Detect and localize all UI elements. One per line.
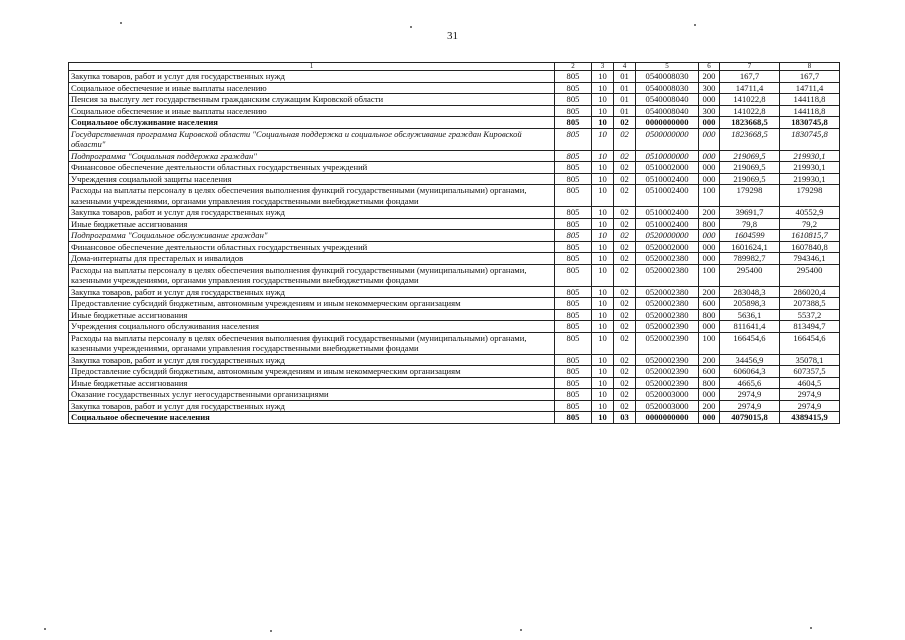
row-section: 10	[592, 82, 614, 94]
row-amount-year1: 219069,5	[720, 150, 780, 162]
row-grbs: 805	[555, 218, 592, 230]
row-name: Иные бюджетные ассигнования	[69, 309, 555, 321]
table-row	[69, 253, 840, 265]
row-amount-year1: 295400	[720, 264, 780, 286]
row-expense-type: 100	[699, 264, 720, 286]
row-amount-year2: 794346,1	[780, 253, 840, 265]
row-amount-year1: 1823668,5	[720, 117, 780, 129]
row-subsection: 02	[614, 298, 636, 310]
row-target-article: 0520002000	[636, 241, 699, 253]
header-cell: 5	[636, 63, 699, 71]
row-subsection: 02	[614, 117, 636, 129]
row-expense-type: 800	[699, 309, 720, 321]
row-grbs: 805	[555, 173, 592, 185]
row-subsection: 02	[614, 218, 636, 230]
row-amount-year2: 166454,6	[780, 332, 840, 354]
header-row	[69, 63, 840, 71]
row-expense-type: 000	[699, 94, 720, 106]
row-amount-year2: 219930,1	[780, 173, 840, 185]
table-row	[69, 354, 840, 366]
row-expense-type: 200	[699, 286, 720, 298]
budget-table	[68, 62, 840, 424]
row-amount-year1: 4079015,8	[720, 412, 780, 424]
row-target-article: 0520002390	[636, 366, 699, 378]
row-grbs: 805	[555, 354, 592, 366]
row-section: 10	[592, 400, 614, 412]
row-amount-year2: 1607840,8	[780, 241, 840, 253]
header-cell: 2	[555, 63, 592, 71]
row-amount-year2: 4389415,9	[780, 412, 840, 424]
row-subsection: 02	[614, 162, 636, 174]
row-section: 10	[592, 309, 614, 321]
row-amount-year1: 811641,4	[720, 321, 780, 333]
row-section: 10	[592, 117, 614, 129]
scan-speck	[44, 628, 46, 630]
row-expense-type: 000	[699, 253, 720, 265]
row-section: 10	[592, 389, 614, 401]
row-grbs: 805	[555, 332, 592, 354]
row-amount-year1: 39691,7	[720, 207, 780, 219]
row-grbs: 805	[555, 207, 592, 219]
row-section: 10	[592, 253, 614, 265]
row-expense-type: 000	[699, 162, 720, 174]
row-amount-year1: 4665,6	[720, 377, 780, 389]
row-name: Расходы на выплаты персоналу в целях обеспечения выполнения функций государственными (муниципальными) органами, казенными учреждениями, органами управления государственными внебюджетными фондами	[69, 185, 555, 207]
row-expense-type: 300	[699, 105, 720, 117]
row-grbs: 805	[555, 128, 592, 150]
row-grbs: 805	[555, 105, 592, 117]
row-section: 10	[592, 377, 614, 389]
row-section: 10	[592, 366, 614, 378]
row-section: 10	[592, 128, 614, 150]
row-grbs: 805	[555, 309, 592, 321]
table-row	[69, 218, 840, 230]
row-amount-year2: 144118,8	[780, 105, 840, 117]
row-section: 10	[592, 354, 614, 366]
row-amount-year2: 40552,9	[780, 207, 840, 219]
row-section: 10	[592, 185, 614, 207]
row-amount-year2: 179298	[780, 185, 840, 207]
row-amount-year2: 14711,4	[780, 82, 840, 94]
row-expense-type: 200	[699, 207, 720, 219]
row-amount-year1: 789982,7	[720, 253, 780, 265]
row-target-article: 0000000000	[636, 117, 699, 129]
row-grbs: 805	[555, 321, 592, 333]
row-target-article: 0520002390	[636, 321, 699, 333]
row-target-article: 0520002380	[636, 286, 699, 298]
row-amount-year2: 2974,9	[780, 389, 840, 401]
table-row	[69, 389, 840, 401]
row-subsection: 02	[614, 354, 636, 366]
row-name: Расходы на выплаты персоналу в целях обеспечения выполнения функций государственными (муниципальными) органами, казенными учреждениями, органами управления государственными внебюджетными фондами	[69, 332, 555, 354]
row-section: 10	[592, 173, 614, 185]
row-target-article: 0510002400	[636, 207, 699, 219]
row-section: 10	[592, 207, 614, 219]
table-row	[69, 332, 840, 354]
row-amount-year1: 79,8	[720, 218, 780, 230]
row-amount-year1: 283048,3	[720, 286, 780, 298]
table-row	[69, 162, 840, 174]
row-subsection: 02	[614, 207, 636, 219]
table-row	[69, 105, 840, 117]
row-subsection: 02	[614, 332, 636, 354]
row-target-article: 0520002390	[636, 354, 699, 366]
row-section: 10	[592, 321, 614, 333]
row-grbs: 805	[555, 117, 592, 129]
row-section: 10	[592, 162, 614, 174]
table-row	[69, 321, 840, 333]
row-section: 10	[592, 264, 614, 286]
row-target-article: 0500000000	[636, 128, 699, 150]
row-target-article: 0520002380	[636, 298, 699, 310]
row-amount-year1: 205898,3	[720, 298, 780, 310]
row-amount-year1: 14711,4	[720, 82, 780, 94]
header-cell: 3	[592, 63, 614, 71]
row-grbs: 805	[555, 298, 592, 310]
row-target-article: 0540008040	[636, 94, 699, 106]
row-grbs: 805	[555, 241, 592, 253]
row-name: Финансовое обеспечение деятельности областных государственных учреждений	[69, 162, 555, 174]
row-expense-type: 100	[699, 332, 720, 354]
page-number: 31	[447, 30, 458, 42]
row-name: Финансовое обеспечение деятельности областных государственных учреждений	[69, 241, 555, 253]
row-expense-type: 000	[699, 412, 720, 424]
row-subsection: 02	[614, 377, 636, 389]
row-amount-year1: 1601624,1	[720, 241, 780, 253]
table-row	[69, 128, 840, 150]
row-name: Закупка товаров, работ и услуг для государственных нужд	[69, 400, 555, 412]
table-row	[69, 286, 840, 298]
header-cell: 8	[780, 63, 840, 71]
row-subsection: 01	[614, 105, 636, 117]
row-amount-year1: 34456,9	[720, 354, 780, 366]
row-section: 10	[592, 105, 614, 117]
scan-speck	[520, 629, 522, 631]
row-subsection: 01	[614, 82, 636, 94]
row-amount-year1: 219069,5	[720, 162, 780, 174]
row-grbs: 805	[555, 230, 592, 242]
table-row	[69, 71, 840, 83]
row-expense-type: 000	[699, 321, 720, 333]
scan-speck	[270, 630, 272, 632]
row-grbs: 805	[555, 400, 592, 412]
row-target-article: 0540008030	[636, 82, 699, 94]
table-row	[69, 366, 840, 378]
row-section: 10	[592, 241, 614, 253]
row-amount-year2: 35078,1	[780, 354, 840, 366]
row-name: Закупка товаров, работ и услуг для государственных нужд	[69, 286, 555, 298]
row-section: 10	[592, 218, 614, 230]
row-subsection: 02	[614, 128, 636, 150]
row-expense-type: 000	[699, 173, 720, 185]
row-target-article: 0510000000	[636, 150, 699, 162]
row-amount-year2: 219930,1	[780, 162, 840, 174]
row-subsection: 01	[614, 94, 636, 106]
row-amount-year1: 167,7	[720, 71, 780, 83]
row-grbs: 805	[555, 71, 592, 83]
row-name: Иные бюджетные ассигнования	[69, 218, 555, 230]
table-row	[69, 412, 840, 424]
row-name: Пенсия за выслугу лет государственным гражданским служащим Кировской области	[69, 94, 555, 106]
table-row	[69, 230, 840, 242]
row-amount-year2: 1830745,8	[780, 117, 840, 129]
scan-speck	[810, 627, 812, 629]
row-name: Предоставление субсидий бюджетным, автономным учреждениям и иным некоммерческим организациям	[69, 366, 555, 378]
row-expense-type: 000	[699, 389, 720, 401]
row-subsection: 02	[614, 241, 636, 253]
row-amount-year2: 295400	[780, 264, 840, 286]
row-subsection: 02	[614, 173, 636, 185]
row-subsection: 02	[614, 400, 636, 412]
row-target-article: 0510002400	[636, 173, 699, 185]
row-expense-type: 800	[699, 218, 720, 230]
table-row	[69, 309, 840, 321]
row-name: Учреждения социального обслуживания населения	[69, 321, 555, 333]
row-name: Закупка товаров, работ и услуг для государственных нужд	[69, 354, 555, 366]
row-expense-type: 200	[699, 71, 720, 83]
row-target-article: 0520002390	[636, 377, 699, 389]
row-section: 10	[592, 94, 614, 106]
row-subsection: 02	[614, 230, 636, 242]
row-section: 10	[592, 412, 614, 424]
row-subsection: 02	[614, 264, 636, 286]
row-name: Оказание государственных услуг негосударственными организациями	[69, 389, 555, 401]
table-body	[69, 71, 840, 424]
row-target-article: 0520002380	[636, 309, 699, 321]
row-amount-year2: 167,7	[780, 71, 840, 83]
table-row	[69, 377, 840, 389]
row-name: Иные бюджетные ассигнования	[69, 377, 555, 389]
row-section: 10	[592, 286, 614, 298]
row-amount-year2: 79,2	[780, 218, 840, 230]
row-section: 10	[592, 230, 614, 242]
row-expense-type: 000	[699, 128, 720, 150]
table-row	[69, 173, 840, 185]
row-name: Предоставление субсидий бюджетным, автономным учреждениям и иным некоммерческим организациям	[69, 298, 555, 310]
table-row	[69, 94, 840, 106]
row-subsection: 02	[614, 366, 636, 378]
row-amount-year2: 2974,9	[780, 400, 840, 412]
row-amount-year1: 606064,3	[720, 366, 780, 378]
row-expense-type: 200	[699, 400, 720, 412]
row-amount-year1: 219069,5	[720, 173, 780, 185]
row-amount-year2: 607357,5	[780, 366, 840, 378]
row-name: Подпрограмма "Социальное обслуживание граждан"	[69, 230, 555, 242]
row-subsection: 01	[614, 71, 636, 83]
row-amount-year1: 2974,9	[720, 400, 780, 412]
row-name: Закупка товаров, работ и услуг для государственных нужд	[69, 207, 555, 219]
row-grbs: 805	[555, 94, 592, 106]
table-row	[69, 82, 840, 94]
row-target-article: 0510002000	[636, 162, 699, 174]
row-grbs: 805	[555, 389, 592, 401]
table-row	[69, 150, 840, 162]
row-grbs: 805	[555, 253, 592, 265]
row-amount-year1: 2974,9	[720, 389, 780, 401]
row-target-article: 0000000000	[636, 412, 699, 424]
scan-speck	[120, 22, 122, 24]
row-expense-type: 300	[699, 82, 720, 94]
row-subsection: 03	[614, 412, 636, 424]
row-grbs: 805	[555, 82, 592, 94]
row-target-article: 0510002400	[636, 218, 699, 230]
row-name: Социальное обслуживание населения	[69, 117, 555, 129]
row-subsection: 02	[614, 253, 636, 265]
row-amount-year2: 1610815,7	[780, 230, 840, 242]
row-name: Социальное обеспечение и иные выплаты населению	[69, 82, 555, 94]
row-name: Социальное обеспечение населения	[69, 412, 555, 424]
header-cell: 7	[720, 63, 780, 71]
row-amount-year2: 286020,4	[780, 286, 840, 298]
row-amount-year2: 207388,5	[780, 298, 840, 310]
row-subsection: 02	[614, 321, 636, 333]
row-name: Государственная программа Кировской области "Социальная поддержка и социальное обслуживание граждан Кировской области"	[69, 128, 555, 150]
row-subsection: 02	[614, 389, 636, 401]
table-row	[69, 241, 840, 253]
header-cell: 6	[699, 63, 720, 71]
row-amount-year2: 219930,1	[780, 150, 840, 162]
row-grbs: 805	[555, 366, 592, 378]
row-expense-type: 100	[699, 185, 720, 207]
row-amount-year1: 141022,8	[720, 94, 780, 106]
row-name: Расходы на выплаты персоналу в целях обеспечения выполнения функций государственными (муниципальными) органами, казенными учреждениями, органами управления государственными внебюджетными фондами	[69, 264, 555, 286]
row-name: Закупка товаров, работ и услуг для государственных нужд	[69, 71, 555, 83]
table-row	[69, 298, 840, 310]
row-target-article: 0520002380	[636, 264, 699, 286]
row-grbs: 805	[555, 412, 592, 424]
header-cell: 1	[69, 63, 555, 71]
row-amount-year2: 5537,2	[780, 309, 840, 321]
scan-speck	[410, 26, 412, 28]
row-amount-year1: 166454,6	[720, 332, 780, 354]
table-row	[69, 400, 840, 412]
row-target-article: 0520003000	[636, 400, 699, 412]
row-expense-type: 000	[699, 150, 720, 162]
row-expense-type: 800	[699, 377, 720, 389]
row-section: 10	[592, 71, 614, 83]
row-grbs: 805	[555, 286, 592, 298]
row-grbs: 805	[555, 150, 592, 162]
row-grbs: 805	[555, 377, 592, 389]
row-expense-type: 000	[699, 230, 720, 242]
row-target-article: 0510002400	[636, 185, 699, 207]
row-target-article: 0520000000	[636, 230, 699, 242]
row-name: Социальное обеспечение и иные выплаты населению	[69, 105, 555, 117]
row-subsection: 02	[614, 185, 636, 207]
row-grbs: 805	[555, 185, 592, 207]
row-target-article: 0520003000	[636, 389, 699, 401]
table-row	[69, 117, 840, 129]
row-expense-type: 200	[699, 354, 720, 366]
row-target-article: 0520002380	[636, 253, 699, 265]
row-amount-year2: 1830745,8	[780, 128, 840, 150]
row-subsection: 02	[614, 309, 636, 321]
row-expense-type: 600	[699, 298, 720, 310]
row-amount-year1: 179298	[720, 185, 780, 207]
row-name: Дома-интернаты для престарелых и инвалидов	[69, 253, 555, 265]
row-amount-year2: 4604,5	[780, 377, 840, 389]
scan-speck	[694, 24, 696, 26]
table-row	[69, 207, 840, 219]
row-amount-year1: 1823668,5	[720, 128, 780, 150]
row-target-article: 0540008040	[636, 105, 699, 117]
row-section: 10	[592, 332, 614, 354]
row-grbs: 805	[555, 162, 592, 174]
row-expense-type: 600	[699, 366, 720, 378]
row-amount-year1: 5636,1	[720, 309, 780, 321]
row-target-article: 0540008030	[636, 71, 699, 83]
header-cell: 4	[614, 63, 636, 71]
table-row	[69, 185, 840, 207]
row-amount-year1: 1604599	[720, 230, 780, 242]
row-name: Учреждения социальной защиты населения	[69, 173, 555, 185]
row-section: 10	[592, 298, 614, 310]
row-grbs: 805	[555, 264, 592, 286]
row-expense-type: 000	[699, 241, 720, 253]
row-section: 10	[592, 150, 614, 162]
row-subsection: 02	[614, 286, 636, 298]
row-amount-year2: 813494,7	[780, 321, 840, 333]
row-subsection: 02	[614, 150, 636, 162]
row-amount-year1: 141022,8	[720, 105, 780, 117]
row-name: Подпрограмма "Социальная поддержка граждан"	[69, 150, 555, 162]
table-row	[69, 264, 840, 286]
row-target-article: 0520002390	[636, 332, 699, 354]
row-expense-type: 000	[699, 117, 720, 129]
row-amount-year2: 144118,8	[780, 94, 840, 106]
